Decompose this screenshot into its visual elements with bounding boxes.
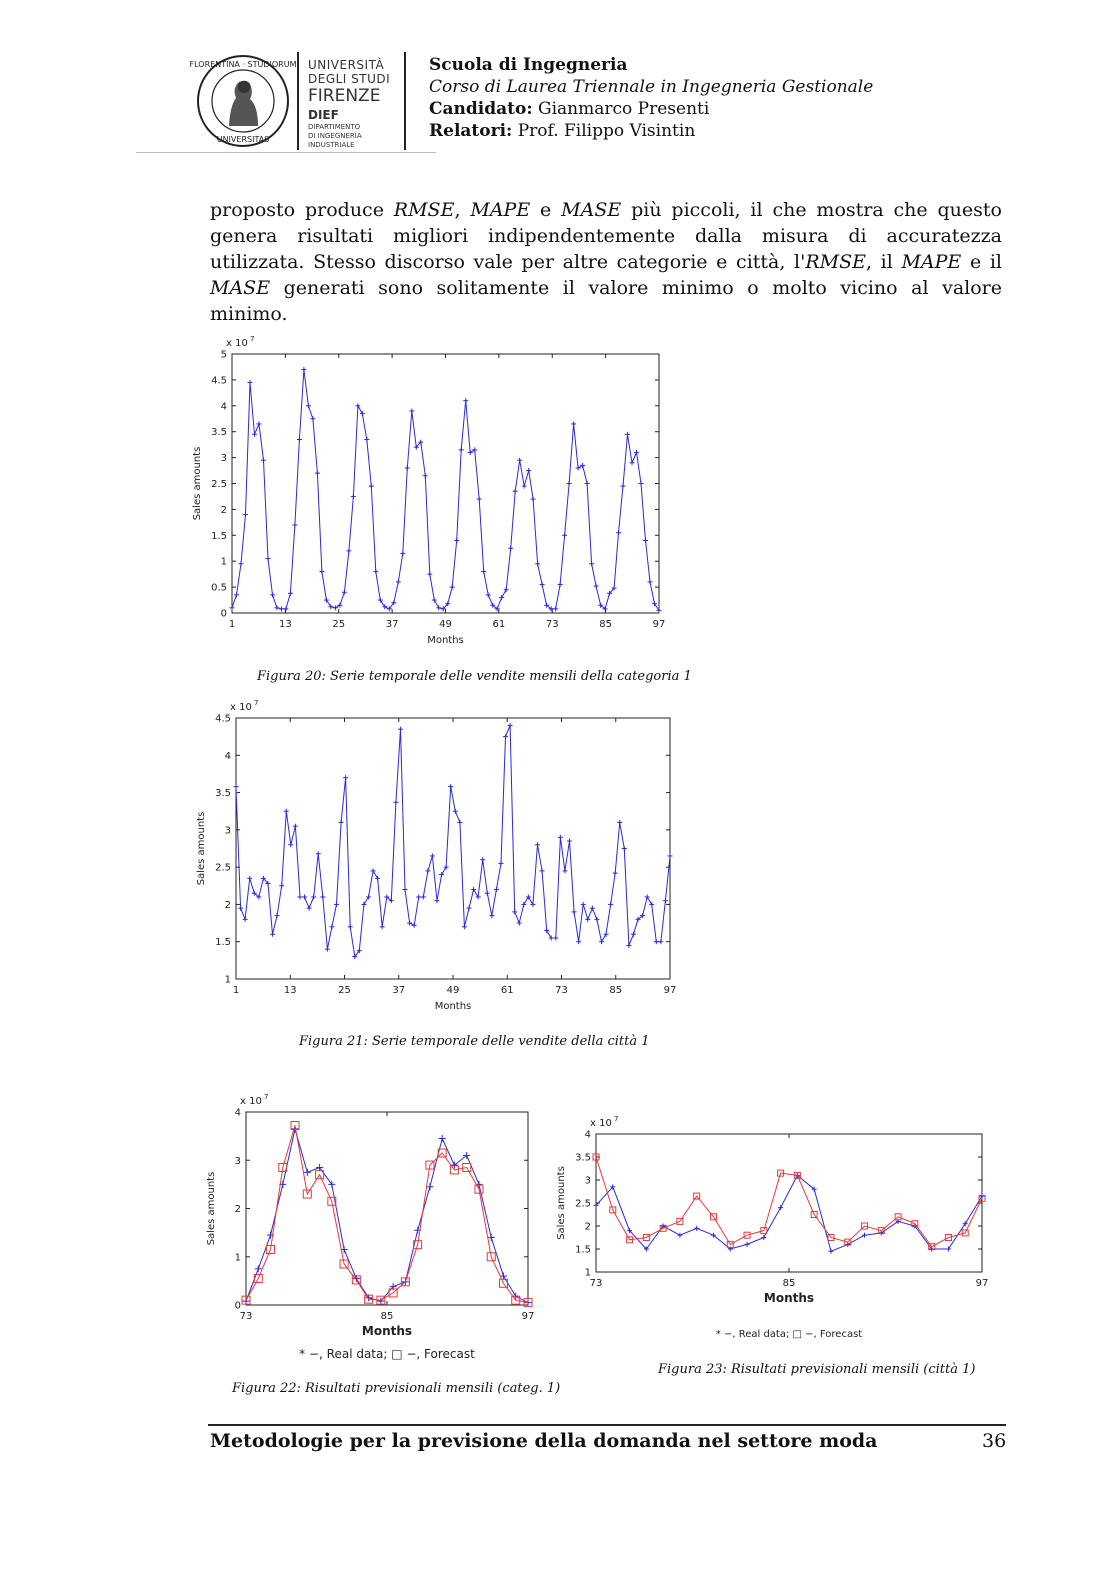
fig20-data-point [459, 447, 464, 452]
fig20-ytick-label: 2 [220, 504, 227, 516]
fig21-ytick-label: 2 [224, 899, 231, 911]
fig21-data-point [544, 928, 549, 933]
fig20-data-point [306, 403, 311, 408]
fig21-data-point [521, 902, 526, 907]
fig23-data-point [745, 1242, 750, 1247]
fig20-data-point [562, 533, 567, 538]
fig21-xtick-label: 85 [609, 985, 623, 996]
fig21-ytick-label: 3.5 [215, 788, 231, 800]
fig20-data-point [504, 587, 509, 592]
fig20-data-point [265, 556, 270, 561]
fig20-data-point [621, 484, 626, 489]
fig21-data-point [297, 894, 302, 899]
fig20-data-point [342, 590, 347, 595]
fig23-ytick-label: 3.5 [575, 1152, 591, 1164]
fig21-data-point [444, 865, 449, 870]
fig20-data-point [486, 592, 491, 597]
fig20-data-point [450, 585, 455, 590]
fig21-data-point [466, 906, 471, 911]
fig20-xtick-label: 61 [492, 619, 506, 630]
fig20-data-point [292, 522, 297, 527]
fig21-data-point [626, 943, 631, 948]
fig21-xlabel: Months [434, 1001, 472, 1012]
fig21-data-point [654, 939, 659, 944]
fig21-data-point [476, 894, 481, 899]
fig20-data-point [589, 561, 594, 566]
fig22-xtick-label: 97 [521, 1311, 535, 1322]
fig23-ytick-label: 3 [584, 1175, 591, 1187]
fig21-ytick-label: 2.5 [215, 862, 231, 874]
fig21-data-point [453, 809, 458, 814]
fig21-data-point [494, 887, 499, 892]
fig20-plot-frame [232, 354, 659, 613]
fig20-ytick-label: 4 [220, 401, 227, 413]
fig20-data-point [369, 484, 374, 489]
fig21-data-point [430, 853, 435, 858]
fig23-series-line-1 [596, 1157, 982, 1247]
fig23-data-point [694, 1226, 699, 1231]
fig21-data-point [307, 906, 312, 911]
fig21-data-point [421, 894, 426, 899]
fig21-ylabel: Sales amounts [196, 811, 207, 886]
fig23-data-point [946, 1247, 951, 1252]
fig21-data-point [284, 809, 289, 814]
fig20-data-point [481, 569, 486, 574]
fig21-plot-frame [236, 718, 670, 979]
fig20-data-point [396, 579, 401, 584]
fig20-ytick-label: 5 [220, 349, 227, 361]
fig21-scale-label: x 10 [230, 702, 252, 713]
fig20-data-point [508, 546, 513, 551]
fig20-data-point [351, 494, 356, 499]
fig22-data-point [316, 1164, 323, 1171]
fig21-data-point [553, 935, 558, 940]
fig21-xtick-label: 61 [500, 985, 514, 996]
fig20-ytick-label: 1.5 [211, 530, 227, 542]
fig21-data-point [617, 820, 622, 825]
fig21-data-point [581, 902, 586, 907]
svg-text:FLORENTINA · STUDIORUM: FLORENTINA · STUDIORUM [189, 60, 297, 69]
fig20-data-point [297, 437, 302, 442]
fig21-data-point [530, 902, 535, 907]
fig23-scale-exp: 7 [614, 1115, 619, 1123]
fig20-data-point [238, 561, 243, 566]
fig20-data-point [463, 398, 468, 403]
fig22-scale-label: x 10 [240, 1096, 262, 1107]
fig20-data-point [230, 605, 235, 610]
fig20-data-point [594, 584, 599, 589]
fig23-data-point [778, 1205, 783, 1210]
fig20-data-point [639, 481, 644, 486]
fig20-data-point [580, 463, 585, 468]
fig21-data-point [275, 913, 280, 918]
fig21-data-point [325, 947, 330, 952]
fig22-data-point [243, 1298, 250, 1305]
fig21-data-point [361, 902, 366, 907]
fig21-data-point [608, 902, 613, 907]
fig20-xtick-label: 1 [228, 619, 236, 630]
fig21-data-point [288, 842, 293, 847]
chart-fig23 [552, 1110, 992, 1350]
fig20-data-point [400, 551, 405, 556]
fig20-data-point [315, 471, 320, 476]
fig20-data-point [234, 592, 239, 597]
fig20-data-point [616, 530, 621, 535]
fig20-xtick-label: 25 [332, 619, 346, 630]
fig20-data-point [499, 595, 504, 600]
fig21-xtick-label: 97 [663, 985, 677, 996]
fig23-data-point [980, 1194, 985, 1199]
fig21-data-point [668, 853, 673, 858]
fig23-ytick-label: 2 [584, 1221, 591, 1233]
fig20-ytick-label: 0.5 [211, 582, 227, 594]
fig20-data-point [558, 582, 563, 587]
fig23-scale-label: x 10 [590, 1118, 612, 1129]
fig20-data-point [630, 460, 635, 465]
fig20-data-point [279, 606, 284, 611]
caption-fig23: Figura 23: Risultati previsionali mensili (città 1) [658, 1362, 976, 1377]
chart-fig20 [180, 332, 680, 657]
page-number: 36 [982, 1430, 1007, 1452]
fig21-data-point [512, 909, 517, 914]
fig21-xtick-label: 49 [446, 985, 460, 996]
fig20-data-point [274, 605, 279, 610]
caption-fig21: Figura 21: Serie temporale delle vendite della città 1 [299, 1034, 650, 1049]
fig20-data-point [472, 447, 477, 452]
fig21-series-line-0 [236, 726, 670, 957]
fig23-legend: * −, Real data; □ −, Forecast [715, 1329, 863, 1340]
fig21-data-point [403, 887, 408, 892]
fig21-data-point [270, 932, 275, 937]
fig21-data-point [508, 723, 513, 728]
fig23-ytick-label: 1 [584, 1267, 591, 1279]
fig22-ytick-label: 3 [234, 1155, 241, 1167]
fig20-data-point [360, 411, 365, 416]
fig21-data-point [549, 935, 554, 940]
fig22-xtick-label: 73 [239, 1311, 253, 1322]
fig21-xtick-label: 73 [555, 985, 568, 996]
fig20-data-point [378, 598, 383, 603]
fig20-ytick-label: 0 [220, 608, 227, 620]
course-name: Corso di Laurea Triennale in Ingegneria Gestionale [429, 77, 874, 97]
fig21-ytick-label: 1.5 [215, 937, 231, 949]
fig21-data-point [425, 868, 430, 873]
fig21-data-point [663, 898, 668, 903]
fig21-data-point [480, 857, 485, 862]
fig21-data-point [375, 876, 380, 881]
caption-fig20: Figura 20: Serie temporale delle vendite mensili della categoria 1 [257, 669, 692, 684]
fig21-data-point [343, 775, 348, 780]
fig21-data-point [334, 902, 339, 907]
fig20-data-point [526, 468, 531, 473]
fig20-data-point [405, 465, 410, 470]
fig21-data-point [594, 917, 599, 922]
fig22-data-point [255, 1265, 262, 1272]
fig20-data-point [513, 489, 518, 494]
fig20-data-point [373, 569, 378, 574]
fig20-data-point [319, 569, 324, 574]
fig20-xtick-label: 37 [385, 619, 399, 630]
fig20-ylabel: Sales amounts [192, 446, 203, 521]
fig20-ytick-label: 2.5 [211, 479, 227, 490]
fig20-ytick-label: 4.5 [211, 375, 227, 387]
fig21-data-point [293, 824, 298, 829]
fig21-data-point [604, 932, 609, 937]
fig20-data-point [243, 512, 248, 517]
fig20-xlabel: Months [427, 635, 464, 646]
advisor: Relatori: Prof. Filippo Visintin [429, 121, 696, 141]
fig23-data-point [761, 1235, 766, 1240]
fig21-data-point [348, 924, 353, 929]
fig21-data-point [489, 913, 494, 918]
fig22-data-point [488, 1234, 495, 1241]
fig22-legend: * −, Real data; □ −, Forecast [299, 1347, 475, 1361]
fig20-data-point [247, 380, 252, 385]
fig21-data-point [302, 894, 307, 899]
footer-title: Metodologie per la previsione della domanda nel settore moda [210, 1430, 878, 1452]
fig23-data-point [845, 1242, 850, 1247]
fig23-xtick-label: 85 [782, 1278, 796, 1289]
fig23-data-point [828, 1249, 833, 1254]
fig23-xlabel: Months [763, 1291, 815, 1305]
fig21-data-point [320, 894, 325, 899]
footer-rule [208, 1424, 1006, 1426]
fig22-ytick-label: 2 [234, 1204, 241, 1215]
fig22-ytick-label: 4 [234, 1107, 241, 1119]
chart-fig21 [180, 696, 690, 1022]
svg-text:UNIVERSITAS: UNIVERSITAS [216, 135, 270, 144]
fig21-data-point [517, 921, 522, 926]
fig21-data-point [485, 891, 490, 896]
fig21-data-point [658, 939, 663, 944]
fig20-data-point [337, 603, 342, 608]
candidate: Candidato: Gianmarco Presenti [429, 99, 710, 119]
fig20-xtick-label: 97 [652, 619, 666, 630]
fig20-ytick-label: 1 [220, 556, 227, 568]
header-rule [136, 152, 436, 153]
fig21-data-point [371, 868, 376, 873]
fig21-data-point [572, 909, 577, 914]
fig23-data-point [862, 1233, 867, 1238]
fig20-ytick-label: 3 [220, 453, 227, 465]
fig20-data-point [432, 598, 437, 603]
fig21-data-point [457, 820, 462, 825]
fig21-ytick-label: 3 [224, 825, 231, 837]
fig21-ytick-label: 4 [224, 750, 231, 762]
fig20-data-point [427, 572, 432, 577]
fig21-data-point [599, 939, 604, 944]
fig21-data-point [622, 846, 627, 851]
fig20-data-point [648, 579, 653, 584]
caption-fig22: Figura 22: Risultati previsionali mensili (categ. 1) [232, 1381, 561, 1396]
fig20-data-point [540, 582, 545, 587]
fig22-data-point [439, 1135, 446, 1142]
fig20-data-point [477, 497, 482, 502]
fig21-xtick-label: 37 [392, 985, 406, 996]
fig22-series-line-0 [246, 1129, 528, 1303]
fig21-data-point [590, 906, 595, 911]
fig20-data-point [535, 561, 540, 566]
fig21-data-point [567, 839, 572, 844]
university-name: UNIVERSITÀ DEGLI STUDI FIRENZE DIEF DIPARTIMENTO DI INGEGNERIA INDUSTRIALE [308, 58, 391, 149]
fig20-scale-label: x 10 [226, 338, 248, 349]
fig21-data-point [339, 820, 344, 825]
fig21-xtick-label: 25 [338, 985, 351, 996]
fig21-data-point [631, 932, 636, 937]
fig23-ytick-label: 1.5 [575, 1244, 591, 1256]
fig20-data-point [252, 432, 257, 437]
fig21-data-point [576, 939, 581, 944]
chart-fig22 [200, 1088, 545, 1373]
fig20-data-point [283, 606, 288, 611]
fig20-ytick-label: 3.5 [211, 427, 227, 439]
fig22-plot-frame [246, 1112, 528, 1305]
fig20-data-point [625, 432, 630, 437]
fig20-data-point [423, 473, 428, 478]
fig20-data-point [256, 421, 261, 426]
fig20-xtick-label: 49 [439, 619, 452, 630]
fig21-data-point [238, 906, 243, 911]
fig20-xtick-label: 73 [545, 619, 559, 630]
fig21-data-point [435, 898, 440, 903]
fig20-data-point [301, 367, 306, 372]
logo-divider [297, 52, 299, 150]
fig21-data-point [329, 924, 334, 929]
fig20-data-point [585, 481, 590, 486]
fig21-data-point [393, 800, 398, 805]
fig22-xtick-label: 85 [380, 1311, 394, 1322]
fig21-data-point [448, 784, 453, 789]
fig21-data-point [316, 851, 321, 856]
fig21-data-point [407, 921, 412, 926]
fig20-data-point [270, 592, 275, 597]
fig20-data-point [576, 465, 581, 470]
fig23-series-line-0 [596, 1175, 982, 1251]
fig20-data-point [364, 437, 369, 442]
fig20-data-point [409, 408, 414, 413]
fig22-ylabel: Sales amounts [206, 1171, 217, 1246]
fig22-scale-exp: 7 [264, 1093, 269, 1101]
fig21-data-point [366, 894, 371, 899]
fig21-xtick-label: 13 [283, 985, 297, 996]
fig20-data-point [436, 605, 441, 610]
fig20-data-point [355, 403, 360, 408]
fig21-data-point [562, 868, 567, 873]
fig21-data-point [380, 924, 385, 929]
fig23-plot-frame [596, 1134, 982, 1272]
fig20-data-point [571, 421, 576, 426]
fig21-data-point [416, 894, 421, 899]
fig23-ytick-label: 2.5 [575, 1198, 591, 1210]
school-name: Scuola di Ingegneria [429, 55, 628, 75]
fig21-data-point [503, 734, 508, 739]
fig20-data-point [468, 450, 473, 455]
fig21-data-point [311, 894, 316, 899]
fig21-data-point [645, 894, 650, 899]
fig21-data-point [439, 872, 444, 877]
fig20-data-point [634, 450, 639, 455]
fig22-data-point [304, 1169, 311, 1176]
fig21-data-point [412, 923, 417, 928]
fig20-xtick-label: 13 [279, 619, 292, 630]
fig23-ylabel: Sales amounts [556, 1166, 567, 1240]
fig20-data-point [454, 538, 459, 543]
fig21-data-point [279, 883, 284, 888]
fig21-data-point [558, 835, 563, 840]
fig21-data-point [247, 876, 252, 881]
fig21-data-point [540, 868, 545, 873]
fig21-data-point [398, 727, 403, 732]
fig20-scale-exp: 7 [250, 335, 255, 343]
fig22-data-point [328, 1181, 335, 1188]
fig21-data-point [585, 917, 590, 922]
fig20-data-point [333, 605, 338, 610]
fig21-data-point [471, 887, 476, 892]
fig20-data-point [643, 538, 648, 543]
fig21-data-point [234, 784, 239, 789]
fig21-data-point [498, 861, 503, 866]
fig20-data-point [310, 416, 315, 421]
header-divider [404, 52, 406, 150]
fig20-data-point [288, 591, 293, 596]
university-seal [189, 54, 297, 148]
fig23-ytick-label: 4 [584, 1129, 591, 1141]
fig21-scale-exp: 7 [254, 699, 259, 707]
fig21-data-point [526, 894, 531, 899]
fig20-data-point [531, 497, 536, 502]
fig21-ytick-label: 1 [224, 974, 231, 986]
fig21-ytick-label: 4.5 [215, 713, 231, 725]
fig20-series-line-0 [232, 370, 659, 611]
fig21-xtick-label: 1 [232, 985, 240, 996]
fig21-data-point [462, 924, 467, 929]
fig21-data-point [243, 917, 248, 922]
fig23-data-point [677, 1233, 682, 1238]
fig20-data-point [517, 458, 522, 463]
fig22-data-point [426, 1183, 433, 1190]
fig21-data-point [535, 842, 540, 847]
fig22-ytick-label: 0 [234, 1300, 241, 1312]
fig20-data-point [567, 481, 572, 486]
fig20-xtick-label: 85 [599, 619, 612, 630]
fig23-xtick-label: 73 [589, 1278, 603, 1289]
fig22-ytick-label: 1 [234, 1252, 241, 1264]
fig21-data-point [613, 871, 618, 876]
fig20-data-point [346, 548, 351, 553]
body-paragraph: proposto produce RMSE, MAPE e MASE più piccoli, il che mostra che questo genera risultati migliori indipendentemente dalla misura di accuratezza utilizzata. Stesso discorso vale per altre categorie e città, l'RMSE, il MAPE e il MASE generati sono solitamente il valore minimo o molto vicino al valore minimo. [210, 199, 1002, 325]
fig23-xtick-label: 97 [975, 1278, 989, 1289]
fig20-data-point [553, 606, 558, 611]
fig20-data-point [261, 458, 266, 463]
fig21-data-point [649, 902, 654, 907]
fig20-data-point [522, 484, 527, 489]
fig22-xlabel: Months [361, 1324, 413, 1338]
